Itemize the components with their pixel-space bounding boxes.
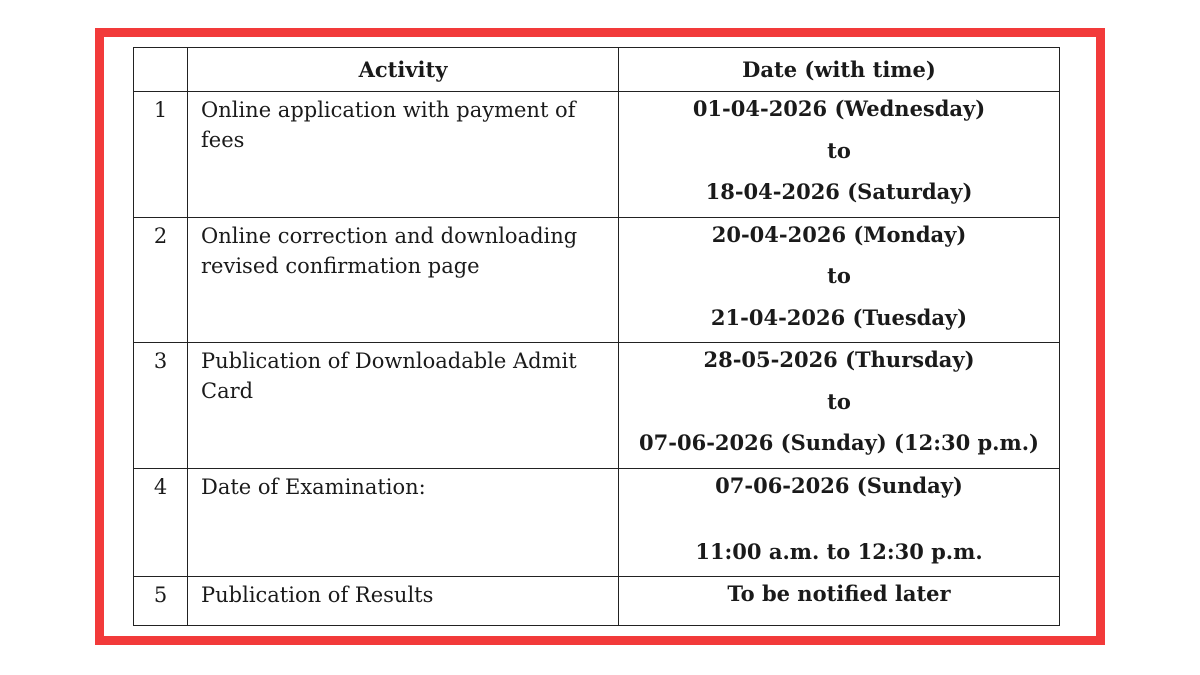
row-activity: Date of Examination: — [188, 468, 619, 577]
table-row — [134, 217, 1060, 343]
date-to: 18-04-2026 (Saturday) — [705, 179, 973, 204]
date-separator: to — [827, 137, 851, 163]
date-from: 20-04-2026 (Monday) — [711, 221, 967, 247]
row-activity: Online application with payment of fees — [188, 92, 619, 218]
table-row — [134, 343, 1060, 469]
header-serial — [134, 48, 188, 92]
row-number: 1 — [134, 92, 188, 218]
date-to: 07-06-2026 (Sunday) (12:30 p.m.) — [639, 430, 1039, 455]
table-row — [134, 577, 1060, 626]
table-row — [134, 92, 1060, 218]
header-date: Date (with time) — [619, 48, 1060, 92]
row-date — [619, 217, 1060, 343]
row-date — [619, 343, 1060, 469]
date-from: 28-05-2026 (Thursday) — [703, 347, 975, 372]
row-date — [619, 577, 1060, 626]
result-note: To be notified later — [727, 581, 951, 606]
schedule-table — [133, 47, 1060, 626]
table-row — [134, 468, 1060, 577]
row-activity: Publication of Downloadable Admit Card — [188, 343, 619, 469]
exam-time: 11:00 a.m. to 12:30 p.m. — [695, 538, 983, 564]
header-activity: Activity — [188, 48, 619, 92]
date-from: 01-04-2026 (Wednesday) — [692, 96, 986, 121]
table-header-row — [134, 48, 1060, 92]
row-date — [619, 468, 1060, 577]
row-number: 3 — [134, 343, 188, 469]
highlight-frame — [95, 28, 1105, 645]
row-number: 5 — [134, 577, 188, 626]
row-date — [619, 92, 1060, 218]
row-activity: Publication of Results — [188, 577, 619, 626]
row-number: 4 — [134, 468, 188, 577]
date-separator: to — [827, 388, 851, 414]
exam-date: 07-06-2026 (Sunday) — [715, 472, 963, 498]
row-activity: Online correction and downloading revised confirmation page — [188, 217, 619, 343]
date-separator: to — [827, 263, 851, 288]
row-number: 2 — [134, 217, 188, 343]
date-to: 21-04-2026 (Tuesday) — [710, 304, 968, 330]
